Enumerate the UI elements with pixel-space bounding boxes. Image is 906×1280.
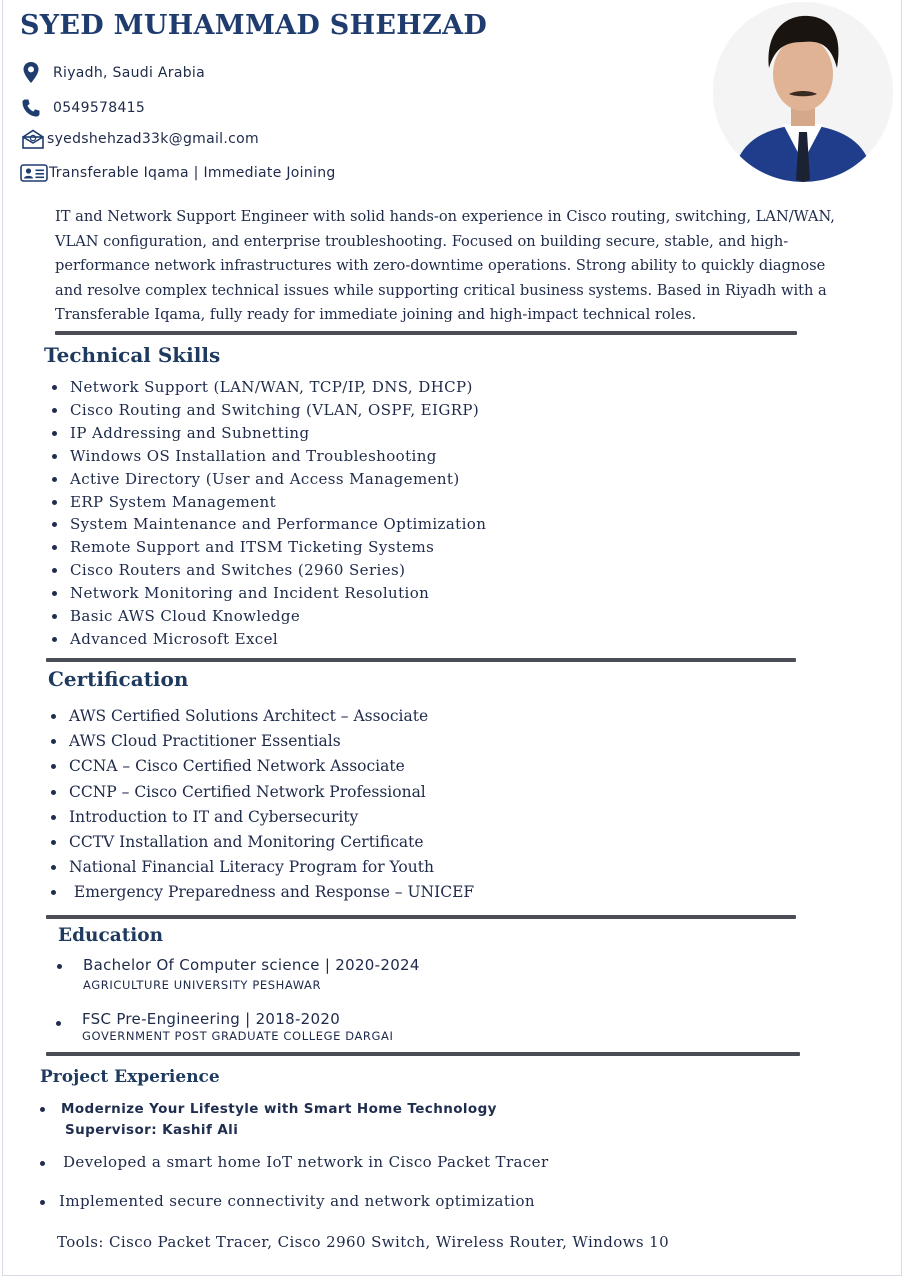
education-school: GOVERNMENT POST GRADUATE COLLEGE DARGAI bbox=[82, 1029, 394, 1043]
contact-phone bbox=[20, 96, 145, 120]
skills-list bbox=[50, 376, 486, 651]
project-bullet bbox=[40, 1161, 45, 1166]
certification-item: CCNP – Cisco Certified Network Professional bbox=[49, 780, 474, 805]
email-icon bbox=[20, 128, 46, 150]
skill-item: Network Support (LAN/WAN, TCP/IP, DNS, DHCP) bbox=[50, 376, 486, 399]
education-school: AGRICULTURE UNIVERSITY PESHAWAR bbox=[83, 978, 322, 992]
education-degree: FSC Pre-Engineering | 2018-2020 bbox=[82, 1010, 341, 1028]
skill-item: Windows OS Installation and Troubleshooting bbox=[50, 445, 486, 468]
skills-heading: Technical Skills bbox=[44, 343, 221, 367]
certification-item: Introduction to IT and Cybersecurity bbox=[49, 805, 474, 830]
education-bullet bbox=[56, 1021, 61, 1026]
education-degree: Bachelor Of Computer science | 2020-2024 bbox=[83, 956, 420, 974]
education-item bbox=[82, 1010, 394, 1043]
certification-list bbox=[49, 704, 474, 906]
skill-item: IP Addressing and Subnetting bbox=[50, 422, 486, 445]
section-divider bbox=[55, 331, 797, 335]
location-text: Riyadh, Saudi Arabia bbox=[53, 65, 205, 81]
contact-email bbox=[20, 128, 259, 150]
skill-item: Basic AWS Cloud Knowledge bbox=[50, 605, 486, 628]
certification-item: CCTV Installation and Monitoring Certificate bbox=[49, 830, 474, 855]
profile-photo bbox=[713, 2, 893, 182]
id-card-icon bbox=[20, 162, 48, 184]
certification-item: CCNA – Cisco Certified Network Associate bbox=[49, 754, 474, 779]
certification-item: AWS Cloud Practitioner Essentials bbox=[49, 729, 474, 754]
project-point: Developed a smart home IoT network in Cisco Packet Tracer bbox=[63, 1153, 549, 1171]
email-text: syedshehzad33k@gmail.com bbox=[47, 131, 259, 147]
phone-icon bbox=[20, 96, 42, 120]
skill-item: System Maintenance and Performance Optimization bbox=[50, 513, 486, 536]
education-bullet bbox=[57, 964, 62, 969]
skill-item: ERP System Management bbox=[50, 491, 486, 514]
project-tools: Tools: Cisco Packet Tracer, Cisco 2960 Switch, Wireless Router, Windows 10 bbox=[57, 1233, 670, 1251]
education-item bbox=[83, 956, 420, 992]
section-divider bbox=[46, 915, 796, 919]
projects-heading: Project Experience bbox=[40, 1067, 220, 1087]
contact-location bbox=[20, 60, 205, 86]
certification-heading: Certification bbox=[48, 667, 189, 691]
project-supervisor: Supervisor: Kashif Ali bbox=[65, 1122, 239, 1138]
phone-text: 0549578415 bbox=[53, 100, 146, 116]
certification-item: AWS Certified Solutions Architect – Associate bbox=[49, 704, 474, 729]
project-bullet bbox=[40, 1200, 45, 1205]
skill-item: Advanced Microsoft Excel bbox=[50, 628, 486, 651]
skill-item: Active Directory (User and Access Management) bbox=[50, 468, 486, 491]
certification-item: Emergency Preparedness and Response – UNICEF bbox=[49, 880, 474, 905]
project-point: Implemented secure connectivity and network optimization bbox=[59, 1192, 535, 1210]
candidate-name: SYED MUHAMMAD SHEHZAD bbox=[20, 10, 488, 41]
status-text: Transferable Iqama | Immediate Joining bbox=[49, 165, 336, 181]
section-divider bbox=[46, 1052, 800, 1056]
professional-summary: IT and Network Support Engineer with solid hands-on experience in Cisco routing, switching, LAN/WAN, VLAN configuration, and enterprise troubleshooting. Focused on building secure, stable, and high-performance network infrastructures with zero-downtime operations. Strong ability to quickly diagnose and resolve complex technical issues while supporting critical business systems. Based in Riyadh with a Transferable Iqama, fully ready for immediate joining and high-impact technical roles. bbox=[55, 208, 835, 323]
skill-item: Cisco Routing and Switching (VLAN, OSPF, EIGRP) bbox=[50, 399, 486, 422]
project-bullet bbox=[40, 1107, 45, 1112]
education-heading: Education bbox=[58, 925, 164, 946]
certification-item: National Financial Literacy Program for Youth bbox=[49, 855, 474, 880]
skill-item: Network Monitoring and Incident Resolution bbox=[50, 582, 486, 605]
project-title: Modernize Your Lifestyle with Smart Home Technology bbox=[61, 1101, 497, 1117]
location-pin-icon bbox=[20, 60, 42, 86]
section-divider bbox=[46, 658, 796, 662]
skill-item: Cisco Routers and Switches (2960 Series) bbox=[50, 559, 486, 582]
contact-status bbox=[20, 162, 336, 184]
skill-item: Remote Support and ITSM Ticketing Systems bbox=[50, 536, 486, 559]
